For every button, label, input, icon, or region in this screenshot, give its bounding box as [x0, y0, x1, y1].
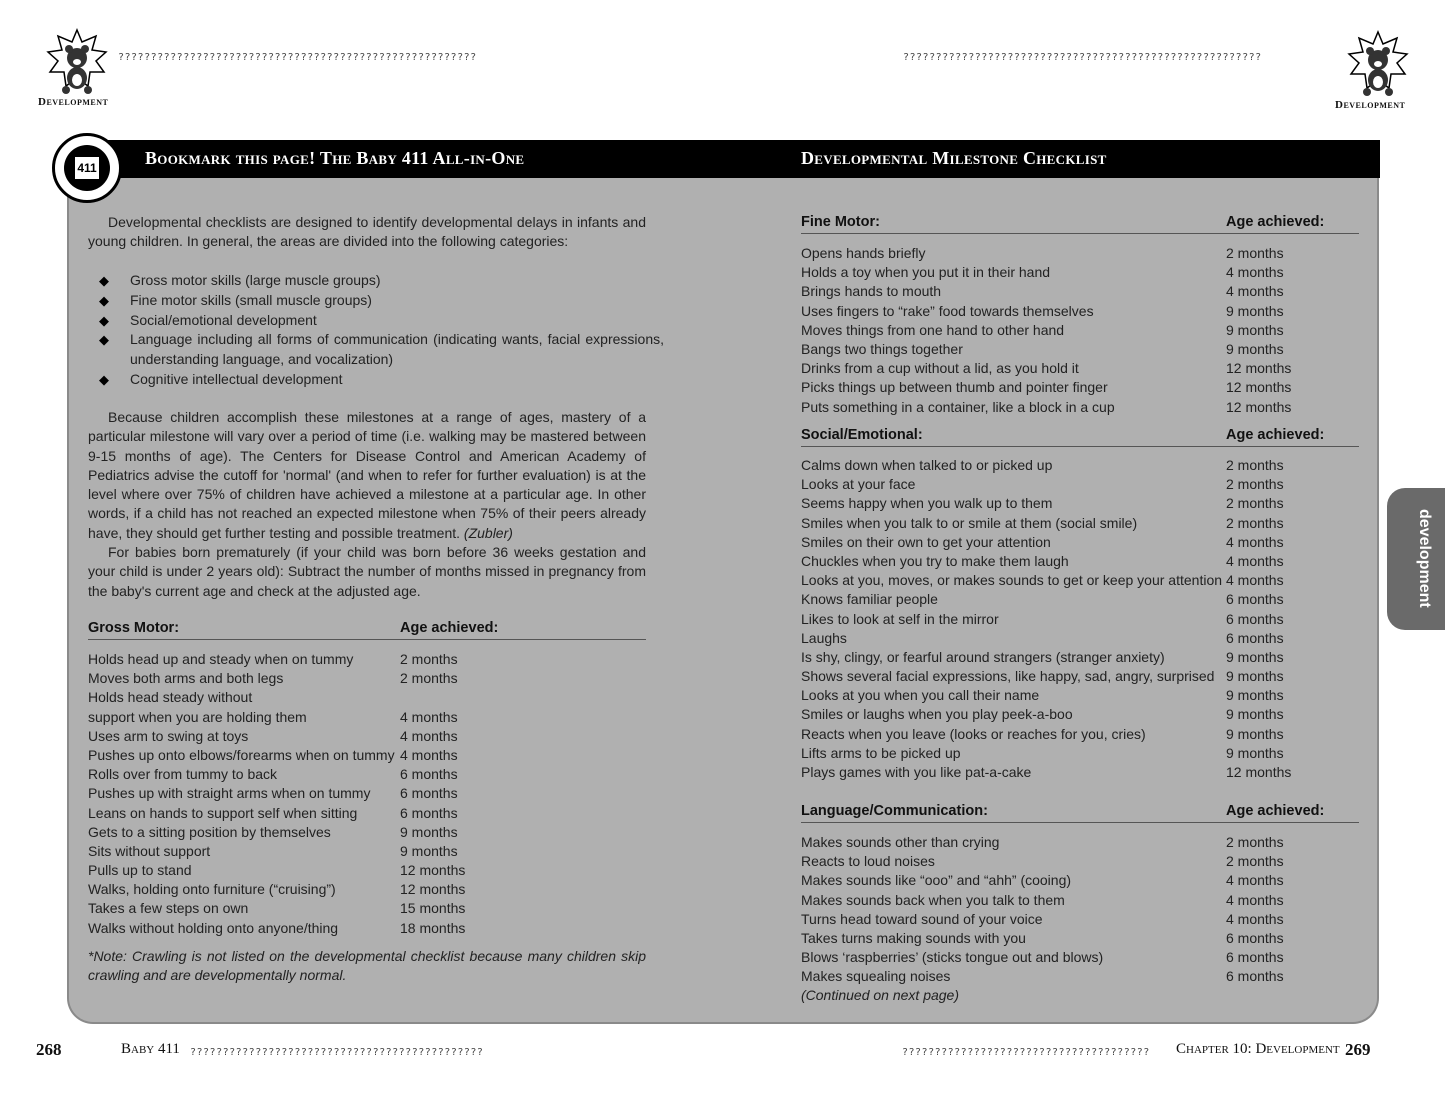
table-row [88, 708, 648, 727]
skill-cell: Calms down when talked to or picked up [801, 457, 1053, 473]
skill-cell: Holds a toy when you put it in their hand [801, 264, 1051, 281]
skill-cell: Smiles when you talk to or smile at them (social smile) [801, 514, 1138, 531]
skill-cell: Smiles on their own to get your attention [801, 533, 1051, 550]
citation: (Zubler) [463, 524, 513, 541]
age-cell: 2 months [1226, 245, 1284, 261]
table-row [801, 871, 1361, 890]
table-row [801, 686, 1361, 705]
age-cell: 12 months [1226, 360, 1292, 377]
table-row [801, 833, 1361, 852]
fine-motor-title: Fine Motor: [801, 214, 880, 230]
header-left-dots: ??????????????????????????????????????????????????????? [118, 52, 477, 63]
age-cell: 2 months [400, 651, 458, 667]
badge-text: 411 [73, 155, 101, 181]
skill-cell: Sits without support [88, 842, 211, 859]
table-row [801, 494, 1361, 513]
age-cell: 9 months [1226, 321, 1284, 338]
left-page-title: Bookmark this page! The Baby 411 All-in-One [145, 148, 525, 168]
skill-cell: Smiles or laughs when you play peek-a-boo [801, 706, 1073, 723]
category-list [88, 271, 664, 390]
list-item: ◆ Language including all forms of communication (indicating wants, facial expressions, understanding language, and vocalization) [88, 330, 664, 370]
fine-motor-rule [801, 233, 1359, 234]
teddy-bear-mascot-icon [1343, 30, 1413, 100]
skill-cell: Picks things up between thumb and pointer finger [801, 379, 1108, 396]
header-left-label: Development [38, 96, 109, 108]
skill-cell: Plays games with you like pat-a-cake [801, 764, 1032, 780]
table-row [801, 629, 1361, 648]
premature-paragraph: For babies born prematurely (if your child was born before 36 weeks gestation and your child is under 2 years old): Subtract the number of months missed in pregnancy from the baby's current age and check at the adjusted age. [88, 544, 646, 599]
age-cell: 9 months [400, 823, 458, 840]
table-row [801, 929, 1361, 948]
table-row [88, 861, 648, 880]
skill-cell: Moves both arms and both legs [88, 670, 284, 687]
age-cell: 12 months [1226, 379, 1292, 396]
age-cell: 12 months [400, 862, 466, 879]
age-cell: 9 months [1226, 648, 1284, 665]
teddy-bear-mascot-icon [42, 28, 112, 98]
age-cell: 6 months [400, 785, 458, 802]
list-item: ◆ Social/emotional development [88, 311, 664, 331]
table-row [801, 948, 1361, 967]
skill-cell: Looks at you when you call their name [801, 687, 1040, 704]
footer-right-dots: ?????????????????????????????????????? [902, 1047, 1150, 1058]
skill-cell: Turns head toward sound of your voice [801, 910, 1043, 927]
age-cell: 6 months [1226, 949, 1284, 966]
table-row [88, 919, 648, 938]
age-cell: 9 months [1226, 706, 1284, 723]
table-row [801, 763, 1361, 782]
age-cell: 6 months [400, 766, 458, 783]
age-cell: 4 months [1226, 283, 1284, 300]
table-row [88, 669, 648, 688]
table-row [801, 533, 1361, 552]
skill-cell: Chuckles when you try to make them laugh [801, 552, 1069, 569]
gross-motor-rule [88, 639, 646, 640]
skill-cell: Uses arm to swing at toys [88, 727, 249, 744]
table-row [88, 899, 648, 918]
skill-cell: Reacts when you leave (looks or reaches for you, cries) [801, 725, 1146, 742]
continued-note: (Continued on next page) [801, 987, 959, 1003]
age-cell: 6 months [400, 804, 458, 821]
fine-motor-age-header: Age achieved: [1226, 214, 1325, 230]
age-cell: 9 months [1226, 725, 1284, 742]
skill-cell: Walks without holding onto anyone/thing [88, 919, 339, 936]
table-row [801, 359, 1361, 378]
table-row [801, 725, 1361, 744]
skill-cell: Bangs two things together [801, 340, 963, 357]
skill-cell: Makes sounds like “ooo” and “ahh” (cooing) [801, 872, 1072, 889]
age-cell: 4 months [1226, 572, 1284, 589]
table-row [801, 705, 1361, 724]
gross-motor-age-header: Age achieved: [400, 620, 499, 636]
age-cell: 4 months [400, 746, 458, 763]
age-cell: 2 months [1226, 514, 1284, 531]
skill-cell: Shows several facial expressions, like happy, sad, angry, surprised [801, 668, 1215, 685]
age-cell: 9 months [1226, 340, 1284, 357]
table-row [801, 340, 1361, 359]
age-cell: 2 months [1226, 476, 1284, 493]
skill-cell: Gets to a sitting position by themselves [88, 823, 331, 840]
table-row [801, 648, 1361, 667]
header-right-label: Development [1335, 99, 1406, 111]
table-row [801, 514, 1361, 533]
table-row [801, 891, 1361, 910]
table-row [88, 688, 648, 707]
footer-left-dots: ????????????????????????????????????????????? [190, 1047, 484, 1058]
age-cell: 18 months [400, 919, 466, 936]
table-row [801, 552, 1361, 571]
fine-motor-table [801, 244, 1361, 417]
skill-cell: Blows ‘raspberries’ (sticks tongue out and blows) [801, 949, 1104, 966]
age-cell: 4 months [1226, 910, 1284, 927]
skill-cell: Reacts to loud noises [801, 853, 935, 870]
skill-cell: Leans on hands to support self when sitting [88, 804, 358, 821]
skill-cell: Drinks from a cup without a lid, as you hold it [801, 360, 1079, 377]
skill-cell: Brings hands to mouth [801, 283, 942, 300]
table-row [801, 910, 1361, 929]
skill-cell: Takes turns making sounds with you [801, 929, 1026, 946]
age-cell: 9 months [400, 842, 458, 859]
language-title: Language/Communication: [801, 803, 988, 819]
table-row [801, 282, 1361, 301]
skill-cell: Takes a few steps on own [88, 900, 249, 917]
skill-cell: Moves things from one hand to other hand [801, 321, 1065, 338]
age-cell: 4 months [1226, 891, 1284, 908]
age-cell: 4 months [1226, 533, 1284, 550]
language-rule [801, 822, 1359, 823]
baby-411-badge [52, 133, 122, 203]
skill-cell: Walks, holding onto furniture (“cruising”) [88, 881, 336, 898]
age-cell: 2 months [1226, 457, 1284, 473]
crawling-note: *Note: Crawling is not listed on the developmental checklist because many children skip crawling and are developmentally normal. [88, 948, 646, 984]
header-right-dots: ??????????????????????????????????????????????????????? [903, 52, 1262, 63]
table-row [801, 244, 1361, 263]
gross-motor-table [88, 650, 648, 938]
age-cell: 6 months [1226, 610, 1284, 627]
skill-cell: Seems happy when you walk up to them [801, 495, 1053, 512]
table-row [88, 727, 648, 746]
skill-cell: Puts something in a container, like a block in a cup [801, 398, 1115, 415]
age-cell: 4 months [400, 727, 458, 744]
milestone-range-text: Because children accomplish these milestones at a range of ages, mastery of a particular milestone will vary over a period of time (i.e. walking may be mastered between 9-15 months of age). The Centers for Disease Control and American Academy of Pediatrics advise the cutoff for 'normal' (and when to refer for further evaluation) is at the level where over 75% of children have achieved a milestone at a particular age. In other words, if a child has not reached an expected milestone when 75% of their peers already have, they should get further testing and possible treatment. [88, 409, 646, 541]
age-cell: 12 months [1226, 398, 1292, 415]
left-footer-title: Baby 411 [121, 1041, 180, 1057]
age-cell: 6 months [1226, 929, 1284, 946]
table-row [88, 784, 648, 803]
table-row [88, 823, 648, 842]
age-cell: 12 months [400, 881, 466, 898]
age-cell: 9 months [1226, 687, 1284, 704]
table-row [801, 967, 1361, 986]
skill-cell: Makes squealing noises [801, 968, 951, 985]
table-row [88, 880, 648, 899]
age-cell: 6 months [1226, 591, 1284, 608]
table-row [801, 610, 1361, 629]
gross-motor-title: Gross Motor: [88, 620, 180, 636]
table-row [801, 744, 1361, 763]
age-cell: 2 months [1226, 853, 1284, 870]
skill-cell: Looks at you, moves, or makes sounds to get or keep your attention [801, 572, 1223, 589]
table-row [88, 746, 648, 765]
skill-cell: Is shy, clingy, or fearful around strangers (stranger anxiety) [801, 648, 1165, 665]
social-age-header: Age achieved: [1226, 427, 1325, 443]
table-row [801, 590, 1361, 609]
age-cell: 4 months [400, 708, 458, 725]
skill-cell: Holds head up and steady when on tummy [88, 651, 354, 667]
left-page-number: 268 [36, 1040, 62, 1059]
badge-dark-circle [64, 145, 110, 191]
list-item: ◆ Cognitive intellectual development [88, 370, 664, 390]
age-cell: 9 months [1226, 668, 1284, 685]
side-tab-label: development [1416, 509, 1433, 608]
skill-cell: Pushes up onto elbows/forearms when on tummy [88, 746, 395, 763]
table-row [88, 650, 648, 669]
skill-cell: Rolls over from tummy to back [88, 766, 278, 783]
age-cell: 9 months [1226, 744, 1284, 761]
table-row [801, 571, 1361, 590]
social-title: Social/Emotional: [801, 427, 923, 443]
skill-cell: support when you are holding them [88, 708, 307, 725]
right-page-number: 269 [1345, 1040, 1371, 1059]
table-row [801, 475, 1361, 494]
skill-cell: Likes to look at self in the mirror [801, 610, 999, 627]
social-rule [801, 446, 1359, 447]
table-row [801, 667, 1361, 686]
intro-paragraph: Developmental checklists are designed to identify developmental delays in infants and young children. In general, the areas are divided into the following categories: [88, 214, 646, 250]
skill-cell: Knows familiar people [801, 591, 938, 608]
age-cell: 4 months [1226, 552, 1284, 569]
age-cell: 6 months [1226, 968, 1284, 985]
skill-cell: Makes sounds other than crying [801, 834, 1000, 850]
skill-cell: Uses fingers to “rake” food towards themselves [801, 302, 1094, 319]
age-cell: 4 months [1226, 264, 1284, 281]
skill-cell: Pulls up to stand [88, 862, 192, 879]
table-row [801, 852, 1361, 871]
table-row [88, 804, 648, 823]
age-cell: 2 months [1226, 495, 1284, 512]
table-row [801, 302, 1361, 321]
right-page-title: Developmental Milestone Checklist [801, 148, 1107, 168]
skill-cell: Makes sounds back when you talk to them [801, 891, 1065, 908]
table-row [88, 765, 648, 784]
skill-cell: Looks at your face [801, 476, 916, 493]
list-item: ◆ Fine motor skills (small muscle groups) [88, 291, 664, 311]
age-cell: 15 months [400, 900, 466, 917]
age-cell: 2 months [400, 670, 458, 687]
skill-cell: Laughs [801, 629, 847, 646]
table-row [801, 263, 1361, 282]
age-cell: 4 months [1226, 872, 1284, 889]
table-row [801, 398, 1361, 417]
age-cell: 2 months [1226, 834, 1284, 850]
language-table [801, 833, 1361, 987]
skill-cell: Lifts arms to be picked up [801, 744, 961, 761]
milestone-range-paragraph [88, 408, 646, 543]
age-cell: 9 months [1226, 302, 1284, 319]
list-item: ◆ Gross motor skills (large muscle groups) [88, 271, 664, 291]
language-age-header: Age achieved: [1226, 803, 1325, 819]
table-row [801, 378, 1361, 397]
social-table [801, 456, 1361, 782]
right-footer-title: Chapter 10: Development [1176, 1041, 1340, 1057]
skill-cell: Opens hands briefly [801, 245, 926, 261]
table-row [88, 842, 648, 861]
table-row [801, 456, 1361, 475]
table-row [801, 321, 1361, 340]
age-cell: 6 months [1226, 629, 1284, 646]
skill-cell: Holds head steady without [88, 689, 253, 706]
skill-cell: Pushes up with straight arms when on tummy [88, 785, 371, 802]
age-cell: 12 months [1226, 764, 1292, 780]
